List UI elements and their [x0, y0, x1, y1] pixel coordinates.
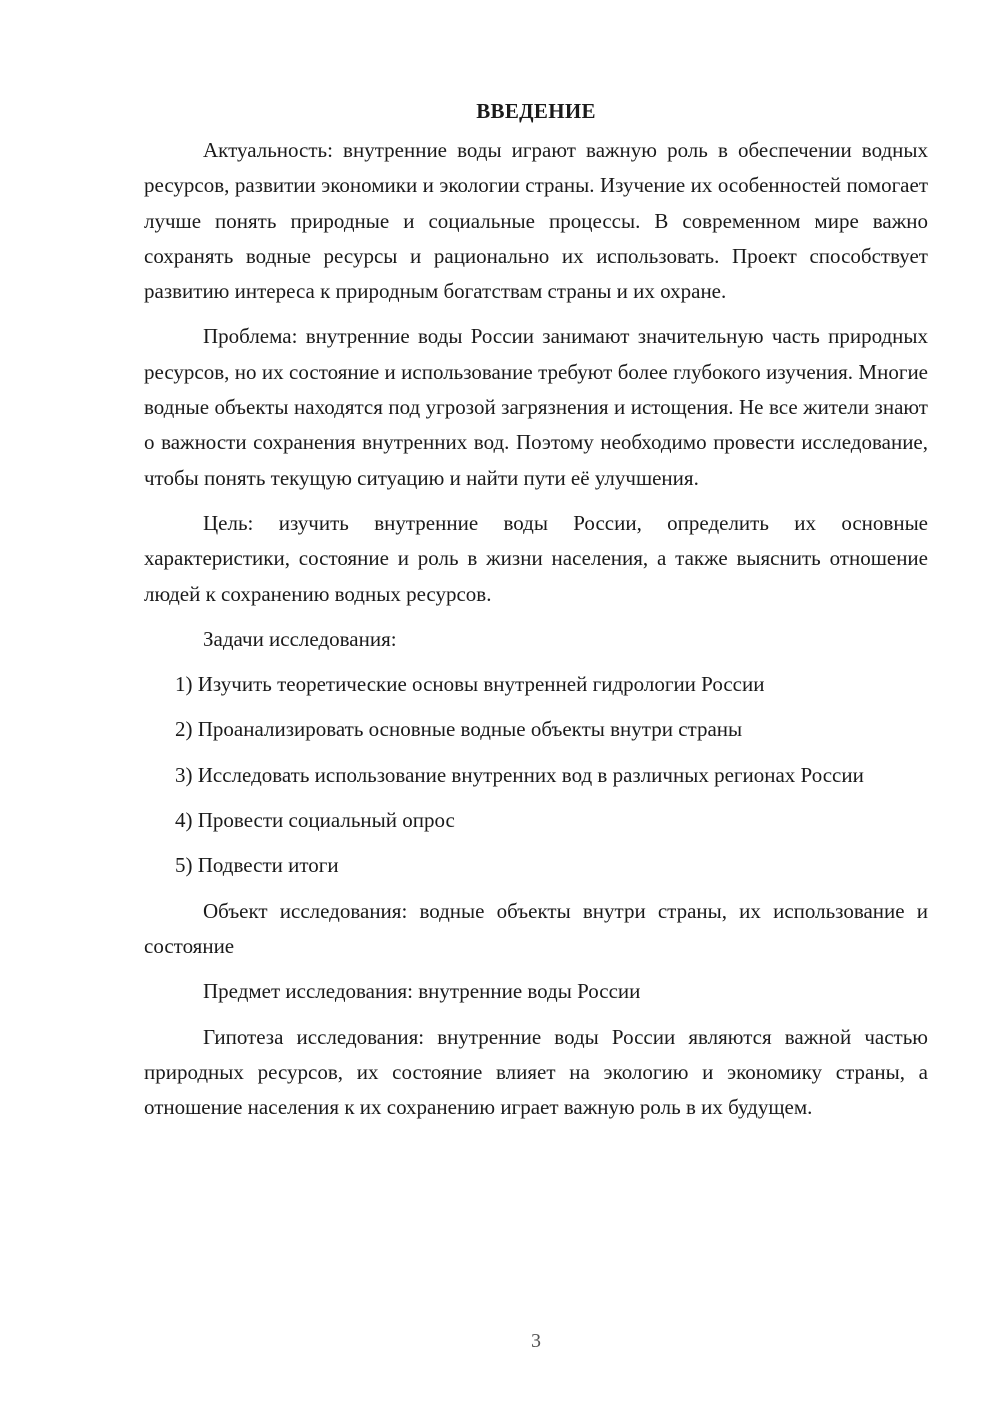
paragraph-object: Объект исследования: водные объекты внутри страны, их использование и состояние [144, 898, 928, 958]
list-item: 4) Провести социальный опрос [175, 808, 455, 833]
page-title: ВВЕДЕНИЕ [476, 99, 596, 123]
list-item: 2) Проанализировать основные водные объекты внутри страны [175, 717, 743, 742]
paragraph-problem: Проблема: внутренние воды России занимают значительную часть природных ресурсов, но их состояние и использование требуют более глубокого изучения. Многие водные объекты находятся под угрозой загрязнения и истощения. Не все жители знают о важности сохранения внутренних вод. Поэтому необходимо провести исследование, чтобы понять текущую ситуацию и найти пути её улучшения. [144, 324, 928, 490]
paragraph-relevance: Актуальность: внутренние воды играют важную роль в обеспечении водных ресурсов, развитии экономики и экологии страны. Изучение их особенностей помогает лучше понять природные и социальные процессы. В современном мире важно сохранять водные ресурсы и рационально их использовать. Проект способствует развитию интереса к природным богатствам страны и их охране. [144, 138, 928, 304]
tasks-list [144, 667, 928, 883]
paragraph-subject: Предмет исследования: внутренние воды России [203, 979, 641, 1004]
paragraph-hypothesis: Гипотеза исследования: внутренние воды России являются важной частью природных ресурсов, их состояние влияет на экологию и экономику страны, а отношение населения к их сохранению играет важную роль в их будущем. [144, 1024, 928, 1120]
list-item: 5) Подвести итоги [175, 853, 339, 878]
page-content [144, 94, 928, 1135]
paragraph-goal: Цель: изучить внутренние воды России, определить их основные характеристики, состояние и роль в жизни населения, а также выяснить отношение людей к сохранению водных ресурсов. [144, 510, 928, 606]
page-number: 3 [531, 1330, 541, 1352]
list-item: 1) Изучить теоретические основы внутренней гидрологии России [175, 672, 765, 697]
list-item: 3) Исследовать использование внутренних вод в различных регионах России [175, 762, 864, 787]
paragraph-tasks-heading: Задачи исследования: [203, 626, 397, 651]
